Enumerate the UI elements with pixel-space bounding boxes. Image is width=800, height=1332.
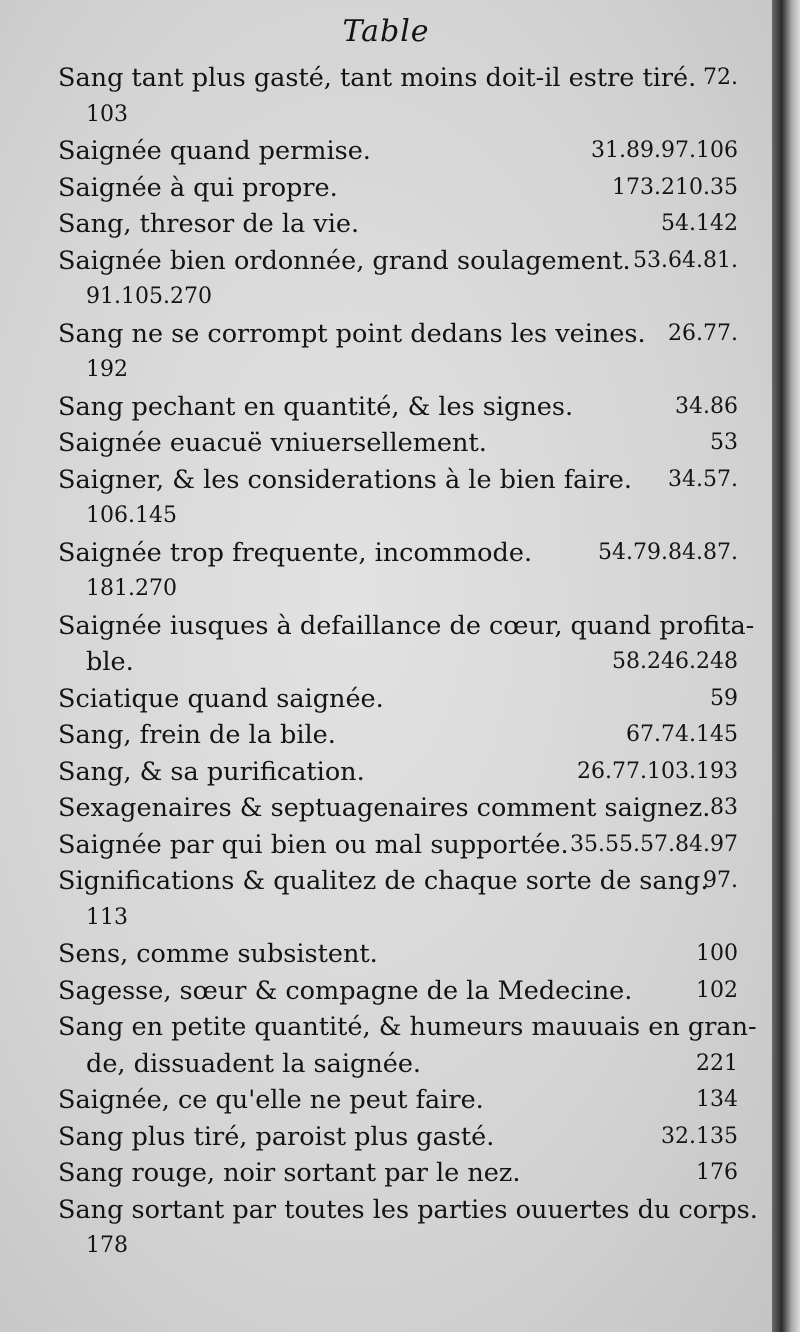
index-entry	[58, 133, 738, 170]
page-binding-edge	[772, 0, 800, 1332]
entry-text: Sang, & sa purification.	[58, 756, 365, 787]
index-entry	[58, 936, 738, 973]
index-entry	[58, 973, 738, 1010]
index-entry	[58, 1082, 738, 1119]
index-entry	[58, 170, 738, 207]
entry-pages-continued: 113	[86, 904, 128, 930]
entry-text: Saignée trop frequente, incommode.	[58, 537, 533, 568]
entry-pages: 173.210.35	[612, 174, 738, 200]
entry-text: Sang rouge, noir sortant par le nez.	[58, 1158, 521, 1188]
entry-pages: 97.	[703, 868, 738, 893]
entry-pages: 54.79.84.87.	[598, 539, 738, 565]
entry-pages: 53.64.81.	[633, 247, 738, 273]
index-entry	[58, 1119, 738, 1156]
entry-text: Saignée euacuë vniuersellement.	[58, 428, 487, 458]
entry-pages: 134	[696, 1087, 738, 1112]
entry-pages: 102	[696, 977, 738, 1003]
entry-text: Sciatique quand saignée.	[58, 683, 384, 714]
entry-text: Sagesse, sœur & compagne de la Medecine.	[58, 975, 633, 1006]
entry-pages: 53	[710, 430, 738, 455]
index-entry	[58, 316, 738, 389]
entry-text: Saignée, ce qu'elle ne peut faire.	[58, 1085, 484, 1115]
entry-pages-continued: 192	[86, 357, 128, 382]
entry-text: Sang, thresor de la vie.	[58, 209, 360, 239]
entry-text: Saignée par qui bien ou mal supportée.	[58, 829, 569, 860]
entry-text: Saignée bien ordonnée, grand soulagement.	[58, 245, 631, 276]
index-entry	[58, 790, 738, 827]
entry-pages: 59	[710, 685, 738, 711]
index-entry	[58, 462, 738, 535]
entry-text: Sang en petite quantité, & humeurs mauuais en gran-	[58, 1012, 757, 1042]
entry-text: Sang tant plus gasté, tant moins doit-il estre tiré.	[58, 63, 697, 93]
entry-pages: 100	[696, 941, 738, 966]
entry-text: Sang, frein de la bile.	[58, 720, 336, 750]
entry-pages: 34.86	[675, 393, 738, 419]
entry-pages: 58.246.248	[612, 649, 738, 674]
entry-text-continued: de, dissuadent la saignée.	[86, 1048, 422, 1079]
index-entry	[58, 754, 738, 791]
entry-pages-continued: 103	[86, 101, 128, 127]
entry-text: Saigner, & les considerations à le bien faire.	[58, 464, 632, 495]
entry-pages: 35.55.57.84.97	[570, 831, 738, 857]
entry-pages-continued: 178	[86, 1233, 128, 1258]
index-entry	[58, 1155, 738, 1192]
index-entry	[58, 60, 738, 133]
index-entry	[58, 1009, 757, 1082]
index-entry	[58, 535, 738, 608]
index-entry	[58, 1192, 758, 1265]
entry-text: Sang pechant en quantité, & les signes.	[58, 391, 574, 422]
entry-pages-continued: 181.270	[86, 576, 177, 601]
index-entry	[58, 717, 738, 754]
entry-text-continued: ble.	[86, 647, 134, 677]
entry-pages: 26.77.103.193	[577, 758, 738, 784]
entry-pages: 26.77.	[668, 320, 738, 346]
entry-text: Sexagenaires & septuagenaires comment saignez.	[58, 793, 711, 823]
entry-pages: 32.135	[661, 1123, 738, 1149]
index-entries	[58, 60, 758, 1265]
entry-pages: 72.	[703, 65, 738, 90]
entry-pages: 83	[710, 795, 738, 820]
entry-pages: 221	[696, 1050, 738, 1076]
index-entry	[58, 827, 738, 864]
entry-pages: 34.57.	[668, 466, 738, 492]
entry-pages: 67.74.145	[626, 722, 738, 747]
entry-text: Sens, comme subsistent.	[58, 939, 378, 969]
entry-pages-continued: 91.105.270	[86, 284, 212, 309]
page-title: Table	[342, 14, 430, 49]
entry-text: Sang plus tiré, paroist plus gasté.	[58, 1121, 495, 1152]
entry-pages: 31.89.97.106	[591, 138, 738, 163]
entry-pages: 54.142	[661, 211, 738, 236]
entry-text: Saignée quand permise.	[58, 136, 371, 166]
index-entry	[58, 243, 738, 316]
entry-text: Saignée iusques à defaillance de cœur, quand profita-	[58, 610, 755, 641]
entry-pages: 176	[696, 1160, 738, 1185]
entry-text: Significations & qualitez de chaque sorte de sang.	[58, 866, 709, 896]
entry-pages-continued: 106.145	[86, 503, 177, 528]
entry-text: Sang sortant par toutes les parties ouuertes du corps.	[58, 1194, 758, 1225]
index-entry	[58, 608, 755, 681]
index-entry	[58, 206, 738, 243]
entry-text: Sang ne se corrompt point dedans les veines.	[58, 318, 646, 349]
index-entry	[58, 681, 738, 718]
index-entry	[58, 389, 738, 426]
index-entry	[58, 425, 738, 462]
index-entry	[58, 863, 738, 936]
entry-text: Saignée à qui propre.	[58, 172, 338, 203]
